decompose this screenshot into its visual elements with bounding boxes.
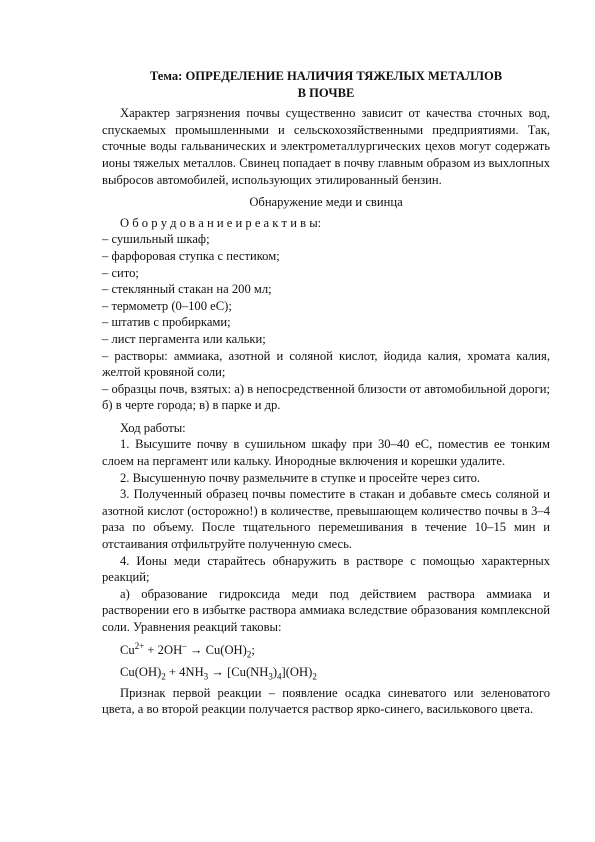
document-page [102, 68, 550, 718]
list-item: – образцы почв, взятых: а) в непосредственной близости от автомобильной дороги; б) в черте города; в) в парке и др. [102, 381, 550, 413]
list-item: – лист пергамента или кальки; [102, 331, 266, 346]
step-1: 1. Высушите почву в сушильном шкафу при 30–40 еС, поместив ее тонким слоем на пергамент или кальку. Инородные включения и корешки удалите. [102, 437, 550, 469]
equation-2: $Cu(OH)_2 + 4NH_3 \to [Cu(NH_3)_4](OH)_2$ [120, 665, 317, 682]
equipment-heading: О б о р у д о в а н и е и р е а к т и в ы: [120, 215, 322, 230]
section-title: Обнаружение меди и свинца [249, 195, 403, 210]
equation-1: $Cu^{2+} + 2OH^- \to Cu(OH)_2$; [120, 640, 255, 660]
page-title [102, 68, 550, 101]
intro-paragraph: Характер загрязнения почвы существенно зависит от качества сточных вод, спускаемых промышленными и сельскохозяйственными предприятиями. Так, сточные воды гальванических и электрометаллургических цехов могут содержать ионы тяжелых металлов. Свинец попадает в почву главным образом из выхлопных выбросов автомобилей, использующих этилированный бензин. [102, 106, 550, 187]
title-line-2: В ПОЧВЕ [297, 85, 355, 100]
list-item: – фарфоровая ступка с пестиком; [102, 248, 280, 263]
equipment-list [102, 231, 550, 414]
conclusion-paragraph: Признак первой реакции – появление осадка синеватого или зеленоватого цвета, а во второй реакции получается раствор ярко-синего, василькового цвета. [102, 685, 550, 717]
title-line-1: Тема: ОПРЕДЕЛЕНИЕ НАЛИЧИЯ ТЯЖЕЛЫХ МЕТАЛЛОВ [149, 69, 503, 83]
list-item: – сито; [102, 265, 139, 280]
list-item: – термометр (0–100 еС); [102, 298, 232, 313]
step-4: 4. Ионы меди старайтесь обнаружить в растворе с помощью характерных реакций; [102, 553, 550, 585]
step-2: 2. Высушенную почву размельчите в ступке и просейте через сито. [120, 470, 481, 485]
step-3: 3. Полученный образец почвы поместите в стакан и добавьте смесь соляной и азотной кислот (осторожно!) в количестве, превышающем количество почвы в 3–4 раза по объему. После тщательного перемешивания в течение 10–15 мин и отстаивания отфильтруйте полученную смесь. [102, 487, 550, 552]
list-item: – стеклянный стакан на 200 мл; [102, 282, 272, 297]
list-item: – штатив с пробирками; [102, 315, 231, 330]
list-item: – сушильный шкаф; [102, 232, 210, 247]
step-4a: а) образование гидроксида меди под действием раствора аммиака и растворении его в избытке раствора аммиака вследствие образования комплексной соли. Уравнения реакций таковы: [102, 586, 550, 634]
list-item: – растворы: аммиака, азотной и соляной кислот, йодида калия, хромата калия, желтой кровяной соли; [102, 348, 550, 380]
procedure-heading: Ход работы: [120, 420, 186, 435]
